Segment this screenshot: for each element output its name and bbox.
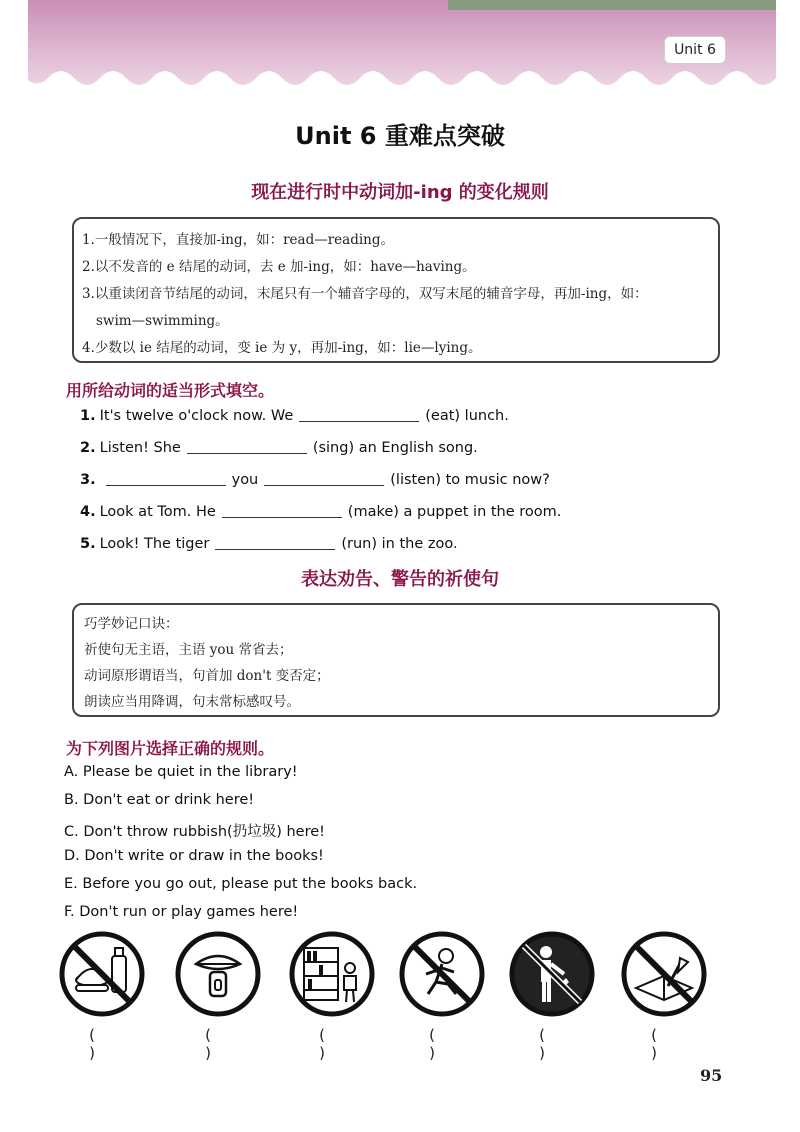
tip-line: 祈使句无主语，主语 you 常省去； (84, 642, 293, 658)
exercise-item (80, 472, 550, 488)
answer-bracket[interactable]: ( ) (651, 1026, 677, 1062)
tip-line: 朗读应当用降调，句末常标感叹号。 (84, 694, 300, 710)
item-number: 2. (80, 440, 96, 456)
option-d: D. Don't write or draw in the books! (64, 848, 324, 864)
rule-line: 3.以重读闭音节结尾的动词，末尾只有一个辅音字母的，双写末尾的辅音字母，再加-ing，如： (82, 286, 648, 302)
rule-line: swim—swimming。 (96, 313, 229, 329)
answer-blank[interactable] (215, 548, 335, 550)
option-b: B. Don't eat or drink here! (64, 792, 255, 808)
item-text: Listen! She (99, 440, 181, 456)
exercise-item (80, 536, 458, 552)
answer-blank[interactable] (222, 516, 342, 518)
answer-bracket[interactable]: ( ) (205, 1026, 231, 1062)
exercise-item (80, 408, 509, 424)
quiet-zipper-mouth-icon (174, 930, 262, 1018)
item-text: (sing) an English song. (312, 440, 478, 456)
item-number: 4. (80, 504, 96, 520)
unit-badge: Unit 6 (664, 36, 726, 64)
item-text: (listen) to music now? (390, 472, 550, 488)
item-text: (make) a puppet in the room. (347, 504, 562, 520)
page-number: 95 (700, 1066, 723, 1085)
no-running-icon (398, 930, 486, 1018)
exercise2-instruction: 为下列图片选择正确的规则。 (66, 739, 275, 758)
answer-blank[interactable] (106, 484, 226, 486)
no-littering-icon (508, 930, 596, 1018)
answer-bracket[interactable]: ( ) (429, 1026, 455, 1062)
rule-line: 1.一般情况下，直接加-ing，如：read—reading。 (82, 232, 395, 248)
item-text: (run) in the zoo. (341, 536, 458, 552)
rule-line: 4.少数以 ie 结尾的动词，变 ie 为 y，再加-ing，如：lie—lying。 (82, 340, 482, 356)
page-title: Unit 6 重难点突破 (295, 122, 505, 150)
option-e: E. Before you go out, please put the books back. (64, 876, 418, 892)
option-a: A. Please be quiet in the library! (64, 764, 298, 780)
answer-bracket[interactable]: ( ) (539, 1026, 565, 1062)
item-text: Look! The tiger (99, 536, 210, 552)
tip-line: 巧学妙记口诀： (84, 616, 179, 632)
item-number: 5. (80, 536, 96, 552)
section-title-imperatives: 表达劝告、警告的祈使句 (301, 569, 499, 590)
answer-blank[interactable] (264, 484, 384, 486)
exercise-item (80, 440, 478, 456)
item-number: 1. (80, 408, 96, 424)
section-title-ing-rules: 现在进行时中动词加-ing 的变化规则 (251, 182, 549, 203)
tip-line: 动词原形谓语当，句首加 don't 变否定； (84, 668, 330, 684)
answer-bracket[interactable]: ( ) (89, 1026, 115, 1062)
answer-blank[interactable] (187, 452, 307, 454)
rule-line: 2.以不发音的 e 结尾的动词，去 e 加-ing，如：have—having。 (82, 259, 476, 275)
answer-bracket[interactable]: ( ) (319, 1026, 345, 1062)
option-f: F. Don't run or play games here! (64, 904, 299, 920)
exercise1-instruction: 用所给动词的适当形式填空。 (66, 381, 275, 400)
item-text: It's twelve o'clock now. We (99, 408, 294, 424)
answer-blank[interactable] (299, 420, 419, 422)
item-text: Look at Tom. He (99, 504, 216, 520)
no-food-drink-icon (58, 930, 146, 1018)
no-writing-in-books-icon (620, 930, 708, 1018)
option-c: C. Don't throw rubbish(扔垃圾) here! (64, 824, 325, 840)
bookshelf-return-icon (288, 930, 376, 1018)
item-text: (eat) lunch. (425, 408, 509, 424)
item-text: you (231, 472, 259, 488)
item-number: 3. (80, 472, 96, 488)
exercise-item (80, 504, 561, 520)
